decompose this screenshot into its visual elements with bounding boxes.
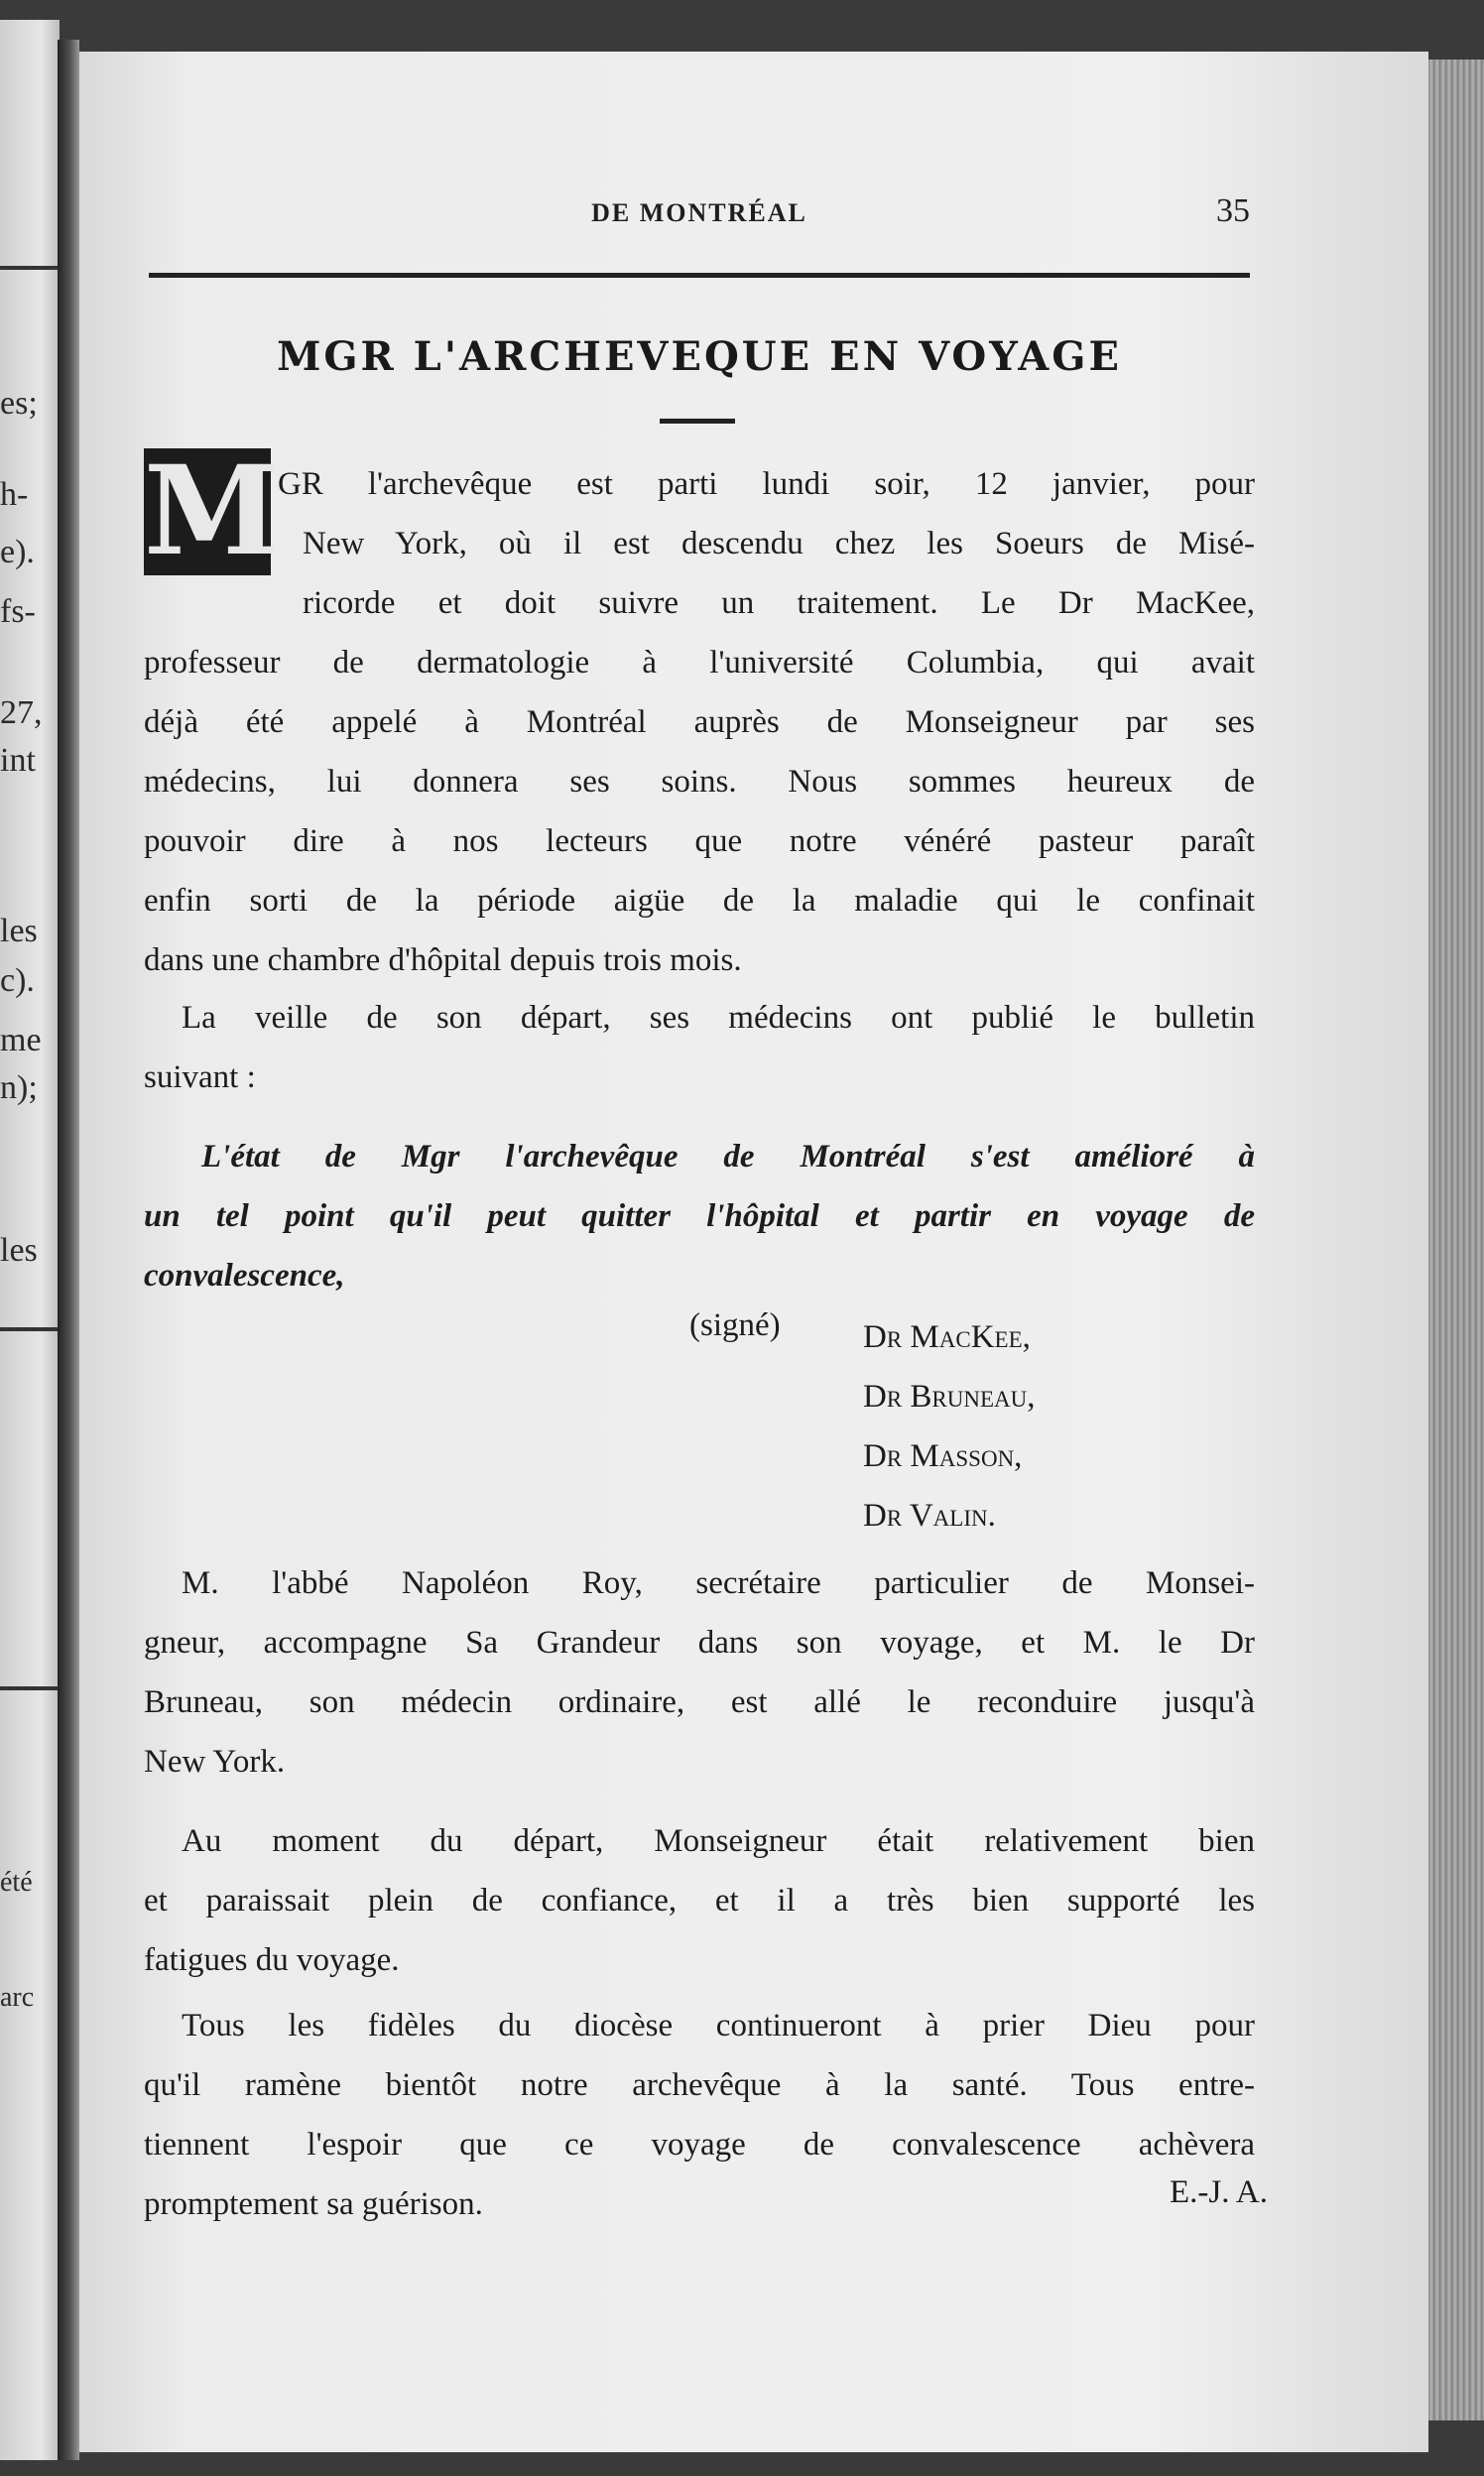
signed-label: (signé) [689,1307,781,1343]
paragraph-4 [144,1811,1255,1990]
text-line: M. l'abbé Napoléon Roy, secrétaire particulier de Monsei- [182,1565,1255,1601]
paragraph-3 [144,1553,1255,1792]
text-line: New York, où il est descendu chez les Soeurs de Misé- [303,526,1255,561]
facing-page-fragment: int [0,742,36,779]
facing-page-rule [0,266,60,270]
facing-page-edge [0,20,60,2460]
text-line: fatigues du voyage. [144,1942,400,1978]
facing-page-fragment: 27, [0,694,43,731]
signer-name: Dr Masson, [863,1438,1023,1474]
running-head [149,192,1250,248]
text-line: gneur, accompagne Sa Grandeur dans son voyage, et M. le Dr [144,1625,1255,1661]
facing-page-fragment: été [0,1867,33,1898]
facing-page-fragment: arc [0,1982,35,2013]
text-line: enfin sorti de la période aigüe de la maladie qui le confinait [144,883,1255,919]
text-line: qu'il ramène bientôt notre archevêque à la santé. Tous entre- [144,2067,1255,2103]
running-title: DE MONTRÉAL [591,198,807,227]
page-number: 35 [1216,192,1250,229]
facing-page-fragment: me [0,1022,42,1058]
quote-line: convalescence, [144,1258,345,1294]
facing-page-fragment: c). [0,962,35,999]
facing-page-rule [0,1686,60,1690]
facing-page-fragment: fs- [0,593,36,630]
text-line: ricorde et doit suivre un traitement. Le Dr MacKee, [303,585,1255,621]
text-line: dans une chambre d'hôpital depuis trois mois. [144,942,742,978]
paragraph-2 [144,988,1255,1107]
book-gutter [58,40,79,2460]
facing-page-fragment: n); [0,1069,38,1106]
facing-page-fragment: les [0,1232,38,1269]
text-line: Bruneau, son médecin ordinaire, est allé le reconduire jusqu'à [144,1684,1255,1720]
signer-name: Dr Valin. [863,1498,996,1534]
paragraph-1 [144,454,1255,990]
text-line: et paraissait plein de confiance, et il a très bien supporté les [144,1883,1255,1919]
facing-page-fragment: h- [0,476,29,513]
text-line: Au moment du départ, Monseigneur était relativement bien [182,1823,1255,1859]
text-line: tiennent l'espoir que ce voyage de convalescence achèvera [144,2127,1255,2163]
facing-page-fragment: e). [0,534,35,570]
signers-list [863,1307,1036,1546]
signer-name: Dr Bruneau, [863,1379,1036,1415]
text-line: GR l'archevêque est parti lundi soir, 12 janvier, pour [278,466,1255,502]
header-rule [149,273,1250,278]
text-line: promptement sa guérison. [144,2186,483,2222]
facing-page-fragment: les [0,913,38,949]
text-line: médecins, lui donnera ses soins. Nous sommes heureux de [144,764,1255,800]
author-initials: E.-J. A. [1170,2174,1268,2210]
text-line: pouvoir dire à nos lecteurs que notre vénéré pasteur paraît [144,823,1255,859]
paragraph-5 [144,1996,1255,2234]
text-line: déjà été appelé à Montréal auprès de Monseigneur par ses [144,704,1255,740]
quote-line: un tel point qu'il peut quitter l'hôpital et partir en voyage de [144,1198,1255,1234]
text-line: La veille de son départ, ses médecins ont publié le bulletin [182,1000,1255,1036]
title-rule [660,419,735,424]
bulletin-quote [144,1127,1255,1305]
facing-page-rule [0,1327,60,1331]
facing-page-fragment: es; [0,385,38,422]
page-edges [1428,60,1484,2420]
drop-cap: M [144,439,281,583]
text-line: New York. [144,1744,286,1780]
article-title: MGR L'ARCHEVEQUE EN VOYAGE [277,333,1122,380]
text-line: suivant : [144,1059,256,1095]
quote-line: L'état de Mgr l'archevêque de Montréal s'est amélioré à [201,1139,1255,1175]
signer-name: Dr MacKee, [863,1319,1031,1355]
text-line: Tous les fidèles du diocèse continueront à prier Dieu pour [182,2008,1255,2043]
text-line: professeur de dermatologie à l'université Columbia, qui avait [144,645,1255,681]
